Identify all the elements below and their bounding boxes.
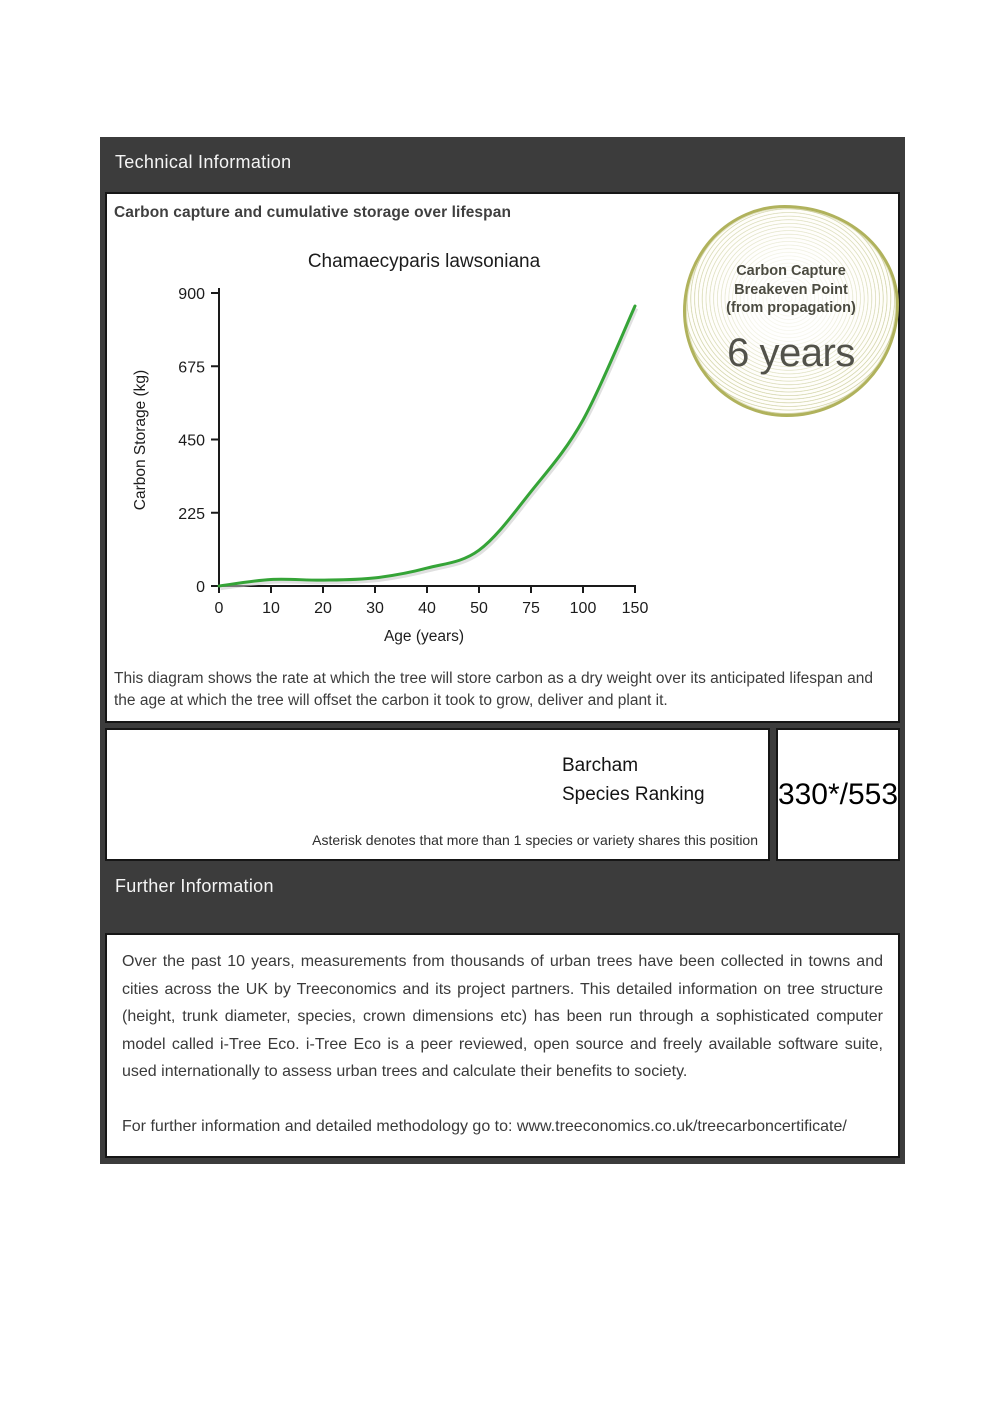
technical-information-title: Technical Information (115, 152, 292, 172)
x-tick-label: 0 (214, 600, 224, 617)
breakeven-years-value: 6 years (727, 330, 855, 375)
species-ranking-row (105, 728, 900, 861)
x-axis-label: Age (years) (383, 628, 465, 645)
badge-line-2: Breakeven Point (734, 281, 848, 298)
y-tick-label: 0 (196, 579, 205, 596)
x-tick-label: 20 (314, 600, 332, 617)
y-axis-label: Carbon Storage (kg) (132, 369, 149, 511)
x-tick-label: 40 (418, 600, 436, 617)
y-tick-label: 900 (178, 286, 205, 303)
ranking-value: 330*/553 (777, 777, 899, 811)
chart-curve (219, 306, 635, 586)
y-tick-label: 225 (178, 505, 205, 523)
curve-shadow (221, 309, 637, 589)
further-information-panel (105, 933, 900, 1158)
technical-information-header (100, 137, 905, 192)
breakeven-badge (683, 205, 899, 417)
species-ranking-label (107, 751, 762, 809)
breakeven-badge-label (686, 262, 896, 318)
ranking-value-box (776, 728, 900, 861)
ranking-label-line-1: Barcham (562, 755, 639, 776)
certificate-document (100, 137, 905, 1164)
x-tick-label: 30 (366, 600, 384, 617)
x-tick-label: 10 (262, 600, 280, 617)
x-tick-label: 150 (621, 600, 649, 617)
carbon-storage-chart (127, 240, 657, 654)
further-information-paragraph: Over the past 10 years, measurements from thousands of urban trees have been collected in towns and cities across the UK by Treeconomics and its project partners. This detailed information on tree structure (height, trunk diameter, species, crown dimensions etc) has been run through a sophisticated computer model called i-Tree Eco. i-Tree Eco is a peer reviewed, open source and freely available software suite, used internationally to assess urban trees and calculate their benefits to society. (122, 953, 883, 1080)
x-tick-label: 100 (569, 600, 597, 617)
further-information-header (100, 861, 905, 933)
carbon-storage-chart-svg (127, 240, 657, 654)
chart-title: Chamaecyparis lawsoniana (307, 251, 541, 272)
further-information-title: Further Information (115, 876, 274, 896)
badge-line-3: (from propagation) (726, 300, 856, 316)
y-tick-label: 675 (178, 359, 205, 377)
badge-line-1: Carbon Capture (736, 263, 846, 279)
y-tick-label: 450 (178, 432, 205, 450)
section-title: Carbon capture and cumulative storage over lifespan (114, 204, 512, 221)
asterisk-note: Asterisk denotes that more than 1 species or variety shares this position (312, 832, 758, 848)
technical-information-panel (105, 192, 900, 723)
species-ranking-box (105, 728, 770, 861)
ranking-label-line-2: Species Ranking (562, 784, 705, 805)
chart-description: This diagram shows the rate at which the tree will store carbon as a dry weight over its anticipated lifespan and the age at which the tree will offset the carbon it took to grow, deliver and plant it. (114, 670, 874, 709)
x-tick-label: 50 (470, 600, 488, 617)
x-tick-label: 75 (522, 600, 540, 617)
methodology-link-line: For further information and detailed methodology go to: www.treeconomics.co.uk/treecarboncertificate/ (122, 1117, 847, 1135)
